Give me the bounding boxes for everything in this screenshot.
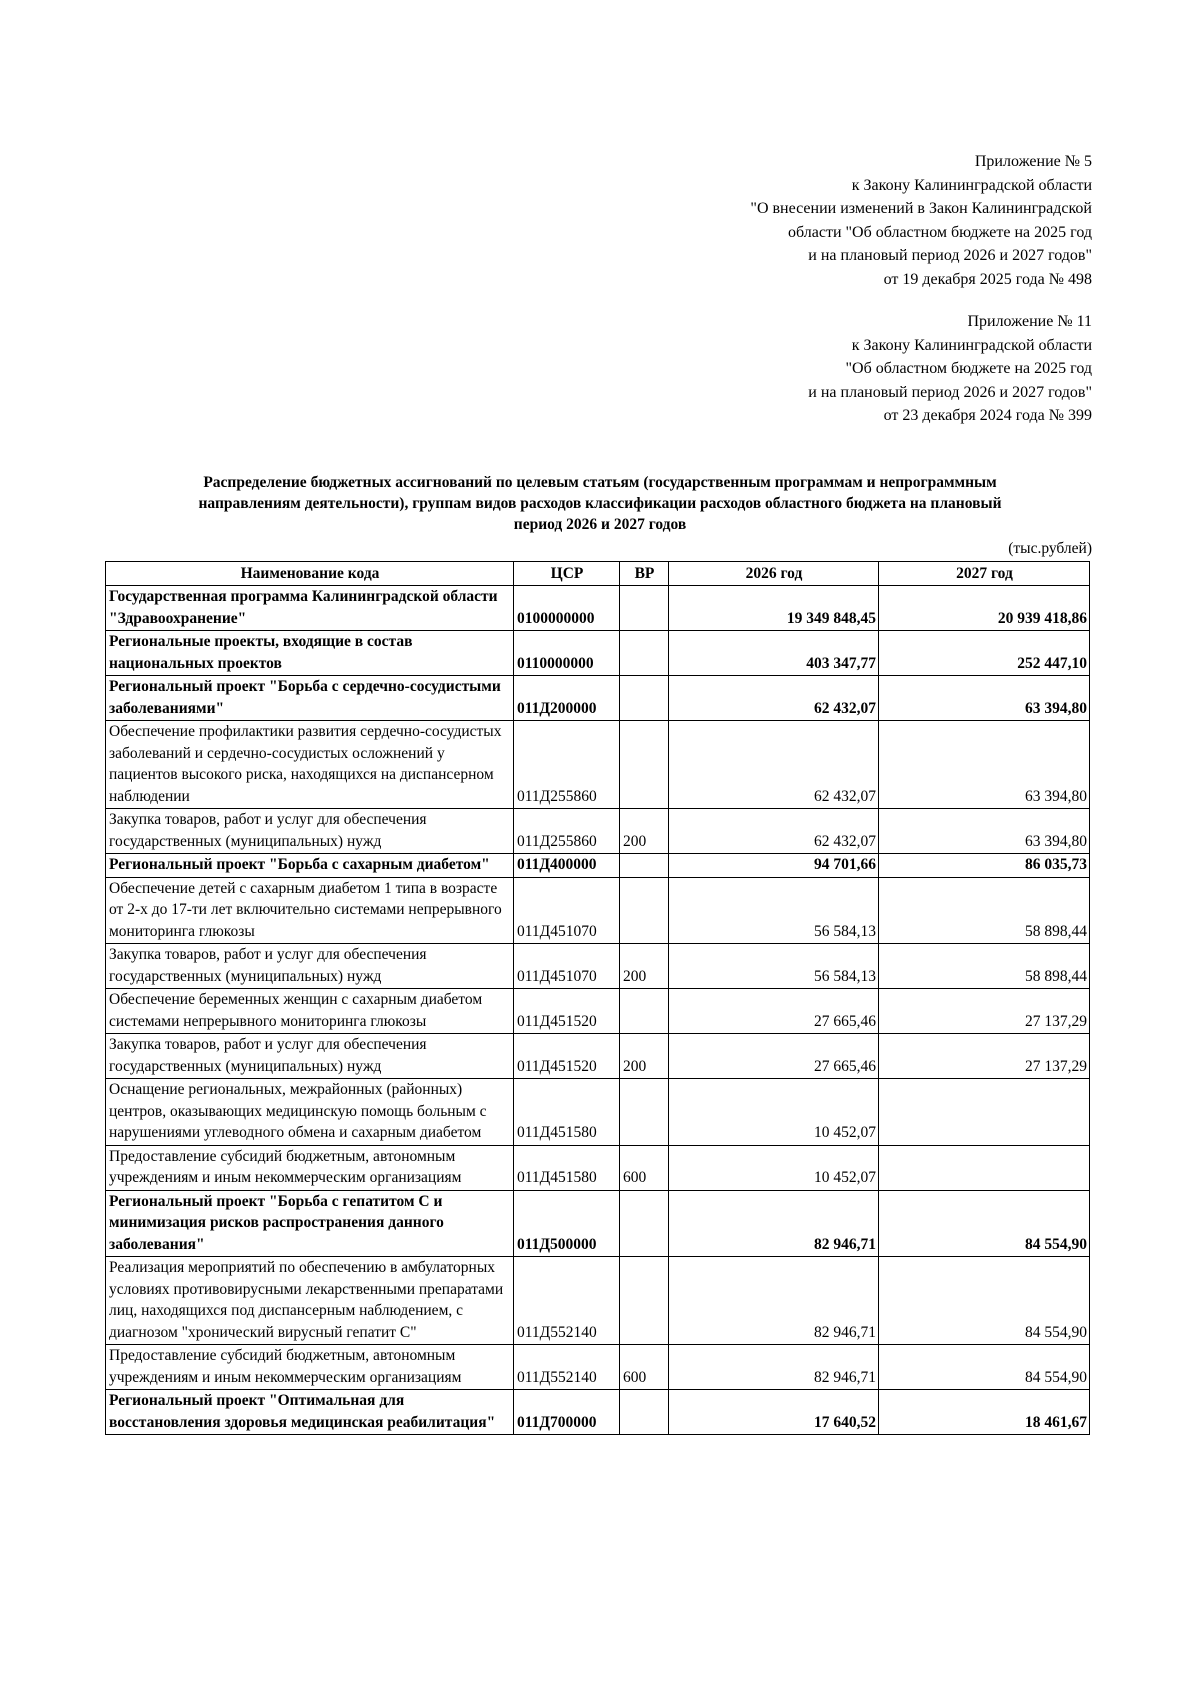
row-2027: 86 035,73 [879,854,1090,878]
table-row [106,877,1090,944]
row-vr: 600 [620,1145,669,1190]
row-2027: 252 447,10 [879,631,1090,676]
row-2027: 84 554,90 [879,1190,1090,1257]
table-row [106,1145,1090,1190]
row-2027: 63 394,80 [879,809,1090,854]
row-2027: 63 394,80 [879,676,1090,721]
row-csr: 011Д200000 [514,676,620,721]
row-2026: 403 347,77 [669,631,879,676]
row-csr: 011Д451520 [514,989,620,1034]
row-vr [620,1190,669,1257]
row-vr [620,854,669,878]
row-name: Оснащение региональных, межрайонных (районных) центров, оказывающих медицинскую помощь больным с нарушениями углеводного обмена и сахарным диабетом [106,1079,514,1146]
header-2026: 2026 год [669,562,879,586]
row-2026: 27 665,46 [669,989,879,1034]
row-2026: 82 946,71 [669,1345,879,1390]
row-2027: 58 898,44 [879,877,1090,944]
row-name: Региональные проекты, входящие в состав национальных проектов [106,631,514,676]
annex-original-line: Приложение № 11 [967,313,1092,330]
row-vr [620,676,669,721]
row-2027: 84 554,90 [879,1257,1090,1345]
row-2026: 82 946,71 [669,1190,879,1257]
row-csr: 011Д451070 [514,877,620,944]
row-2026: 62 432,07 [669,721,879,809]
annex-current-line: и на плановый период 2026 и 2027 годов" [808,247,1092,264]
table-row [106,676,1090,721]
row-2027: 18 461,67 [879,1390,1090,1435]
row-2026: 10 452,07 [669,1079,879,1146]
row-vr [620,1390,669,1435]
row-name: Региональный проект "Борьба с гепатитом С и минимизация рисков распространения данного заболевания" [106,1190,514,1257]
row-name: Закупка товаров, работ и услуг для обеспечения государственных (муниципальных) нужд [106,809,514,854]
row-2026: 56 584,13 [669,877,879,944]
row-csr: 011Д700000 [514,1390,620,1435]
title-line: направлениям деятельности), группам видов расходов классификации расходов областного бюджета на плановый [198,495,1002,512]
row-vr: 200 [620,1034,669,1079]
row-csr: 011Д400000 [514,854,620,878]
row-2027: 58 898,44 [879,944,1090,989]
table-header-row [106,562,1090,586]
header-name: Наименование кода [106,562,514,586]
table-row [106,1079,1090,1146]
table-row [106,1034,1090,1079]
row-vr [620,721,669,809]
header-vr: ВР [620,562,669,586]
row-csr: 011Д552140 [514,1257,620,1345]
row-vr: 200 [620,809,669,854]
row-2026: 19 349 848,45 [669,586,879,631]
row-name: Предоставление субсидий бюджетным, автономным учреждениям и иным некоммерческим организациям [106,1345,514,1390]
row-csr: 011Д500000 [514,1190,620,1257]
row-csr: 0110000000 [514,631,620,676]
row-name: Обеспечение детей с сахарным диабетом 1 типа в возрасте от 2-х до 17-ти лет включительно системами непрерывного мониторинга глюкозы [106,877,514,944]
row-name: Предоставление субсидий бюджетным, автономным учреждениям и иным некоммерческим организациям [106,1145,514,1190]
row-name: Региональный проект "Борьба с сердечно-сосудистыми заболеваниями" [106,676,514,721]
row-vr [620,631,669,676]
row-vr [620,1257,669,1345]
row-2026: 17 640,52 [669,1390,879,1435]
table-row [106,989,1090,1034]
table-row [106,1390,1090,1435]
budget-table [105,561,1090,1435]
row-2027: 27 137,29 [879,989,1090,1034]
row-vr: 200 [620,944,669,989]
annex-current-line: области "Об областном бюджете на 2025 год [788,223,1092,241]
row-csr: 011Д451580 [514,1079,620,1146]
row-name: Реализация мероприятий по обеспечению в амбулаторных условиях противовирусными лекарственными препаратами лиц, находящихся под диспансерным наблюдением, с диагнозом "хронический вирусный гепатит С" [106,1257,514,1345]
title-line: Распределение бюджетных ассигнований по целевым статьям (государственным программам и непрограммным [203,474,997,491]
annex-original-line: от 23 декабря 2024 года № 399 [883,407,1092,424]
row-2027: 27 137,29 [879,1034,1090,1079]
row-2026: 56 584,13 [669,944,879,989]
row-csr: 0100000000 [514,586,620,631]
document-title [120,472,1080,535]
row-vr [620,877,669,944]
annex-original-line: "Об областном бюджете на 2025 год [845,360,1092,377]
units-label: (тыс.рублей) [1008,540,1092,557]
table-body [106,586,1090,1435]
row-vr [620,586,669,631]
row-csr: 011Д255860 [514,721,620,809]
row-2027 [879,1145,1090,1190]
row-2027 [879,1079,1090,1146]
table-row [106,1345,1090,1390]
row-2027: 20 939 418,86 [879,586,1090,631]
annex-original-line: и на плановый период 2026 и 2027 годов" [808,383,1092,401]
row-csr: 011Д451520 [514,1034,620,1079]
table-row [106,944,1090,989]
table-row [106,854,1090,878]
row-name: Закупка товаров, работ и услуг для обеспечения государственных (муниципальных) нужд [106,944,514,989]
title-line: период 2026 и 2027 годов [513,516,687,533]
row-vr: 600 [620,1345,669,1390]
row-2026: 10 452,07 [669,1145,879,1190]
row-name: Обеспечение беременных женщин с сахарным диабетом системами непрерывного мониторинга глюкозы [106,989,514,1034]
row-2027: 84 554,90 [879,1345,1090,1390]
row-2026: 62 432,07 [669,676,879,721]
row-name: Региональный проект "Оптимальная для восстановления здоровья медицинская реабилитация" [106,1390,514,1435]
annex-original-line: к Закону Калининградской области [851,336,1092,354]
header-2027: 2027 год [879,562,1090,586]
annex-original-header [808,310,1092,428]
table-row [106,809,1090,854]
row-2027: 63 394,80 [879,721,1090,809]
row-2026: 94 701,66 [669,854,879,878]
annex-current-line: Приложение № 5 [974,153,1092,170]
annex-current-line: от 19 декабря 2025 года № 498 [883,270,1092,288]
row-2026: 27 665,46 [669,1034,879,1079]
annex-current-line: к Закону Калининградской области [851,176,1092,194]
table-row [106,721,1090,809]
header-csr: ЦСР [514,562,620,586]
row-csr: 011Д255860 [514,809,620,854]
annex-current-line: "О внесении изменений в Закон Калининградской [750,200,1092,217]
table-row [106,1190,1090,1257]
row-2026: 62 432,07 [669,809,879,854]
annex-current-header [750,150,1092,291]
table-row [106,1257,1090,1345]
row-csr: 011Д451070 [514,944,620,989]
row-name: Региональный проект "Борьба с сахарным диабетом" [106,854,514,878]
row-name: Обеспечение профилактики развития сердечно-сосудистых заболеваний и сердечно-сосудистых осложнений у пациентов высокого риска, находящихся на диспансерном наблюдении [106,721,514,809]
row-csr: 011Д552140 [514,1345,620,1390]
table-row [106,586,1090,631]
row-name: Закупка товаров, работ и услуг для обеспечения государственных (муниципальных) нужд [106,1034,514,1079]
row-2026: 82 946,71 [669,1257,879,1345]
row-vr [620,1079,669,1146]
table-row [106,631,1090,676]
row-csr: 011Д451580 [514,1145,620,1190]
row-name: Государственная программа Калининградской области "Здравоохранение" [106,586,514,631]
row-vr [620,989,669,1034]
